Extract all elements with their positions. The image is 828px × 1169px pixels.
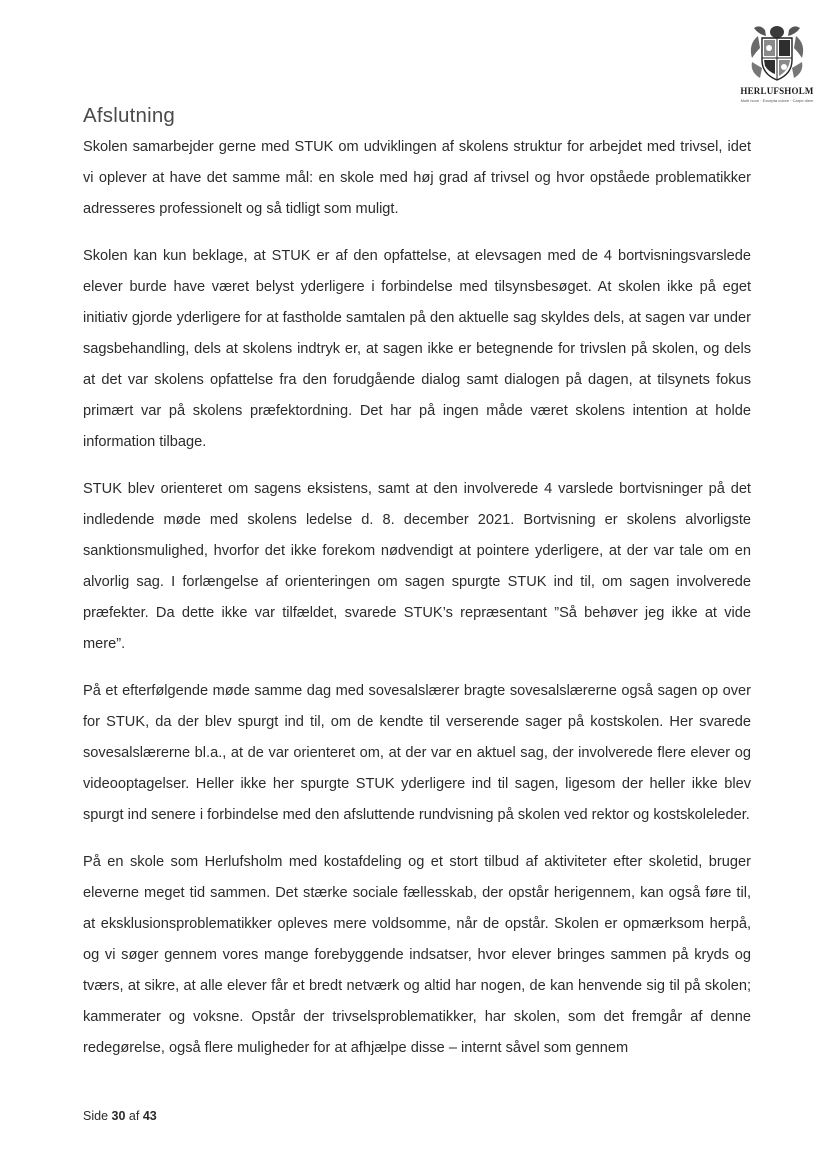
footer-prefix: Side <box>83 1109 109 1123</box>
footer-page-number: 30 <box>111 1109 126 1123</box>
coat-of-arms-icon <box>738 22 816 86</box>
paragraph: Skolen kan kun beklage, at STUK er af den opfattelse, at elevsagen med de 4 bortvisningsvarslede elever burde have været belyst yderligere i forbindelse med tilsynsbesøget. At skolen ikke på eget initiativ gjorde yderligere for at fastholde samtalen på den aktuelle sag skyldes dels, at sagen var under sagsbehandling, dels at skolens indtryk er, at sagen ikke er betegnende for trivslen på skolen, og dels at det var skolens opfattelse fra den forudgående dialog samt dialogen på dagen, at tilsynets fokus primært var på skolens præfektordning. Det har på ingen måde været skolens intention at holde information tilbage. <box>83 248 751 450</box>
page-number-footer <box>83 1109 157 1123</box>
logo-motto: Multi noun · Excepta colore · Carpe diem <box>740 98 814 103</box>
footer-separator: af <box>128 1109 140 1123</box>
document-body <box>83 132 751 1080</box>
herlufsholm-logo <box>738 22 816 108</box>
paragraph: STUK blev orienteret om sagens eksistens, samt at den involverede 4 varslede bortvisninger på det indledende møde med skolens ledelse d. 8. december 2021. Bortvisning er skolens alvorligste sanktionsmulighed, hvorfor det ikke forekom nødvendigt at pointere yderligere, at der var tale om en alvorlig sag. I forlængelse af orienteringen om sagen spurgte STUK ind til, om sagen involverede præfekter. Da dette ikke var tilfældet, svarede STUK’s repræsentant ”Så behøver jeg ikke at vide mere”. <box>83 481 751 652</box>
paragraph: På en skole som Herlufsholm med kostafdeling og et stort tilbud af aktiviteter efter skoletid, bruger eleverne meget tid sammen. Det stærke sociale fællesskab, der opstår herigennem, kan også føre til, at eksklusionsproblematikker opleves mere voldsomme, når de opstår. Skolen er opmærksom herpå, og vi søger gennem vores mange forebyggende indsatser, hvor elever bringes sammen på kryds og tværs, at sikre, at alle elever får et bredt netværk og altid har nogen, de kan henvende sig til på skolen; kammerater og voksne. Opstår der trivselsproblematikker, har skolen, som det fremgår af denne redegørelse, også flere muligheder for at afhjælpe disse – internt såvel som gennem <box>83 854 751 1056</box>
footer-total-pages: 43 <box>142 1109 157 1123</box>
section-heading: Afslutning <box>83 104 176 127</box>
logo-wordmark: HERLUFSHOLM <box>740 86 814 96</box>
paragraph: Skolen samarbejder gerne med STUK om udviklingen af skolens struktur for arbejdet med trivsel, idet vi oplever at have det samme mål: en skole med høj grad af trivsel og hvor opståede problematikker adresseres professionelt og så tidligt som muligt. <box>83 139 751 217</box>
paragraph: På et efterfølgende møde samme dag med sovesalslærer bragte sovesalslærerne også sagen op over for STUK, da der blev spurgt ind til, om de kendte til verserende sager på kostskolen. Her svarede sovesalslærerne bl.a., at de var orienteret om, at der var en aktuel sag, der involverede flere elever og videooptagelser. Heller ikke her spurgte STUK yderligere ind til sagen, ligesom der heller ikke blev spurgt ind senere i forbindelse med den afsluttende rundvisning på skolen ved rektor og kostskoleleder. <box>83 683 751 823</box>
